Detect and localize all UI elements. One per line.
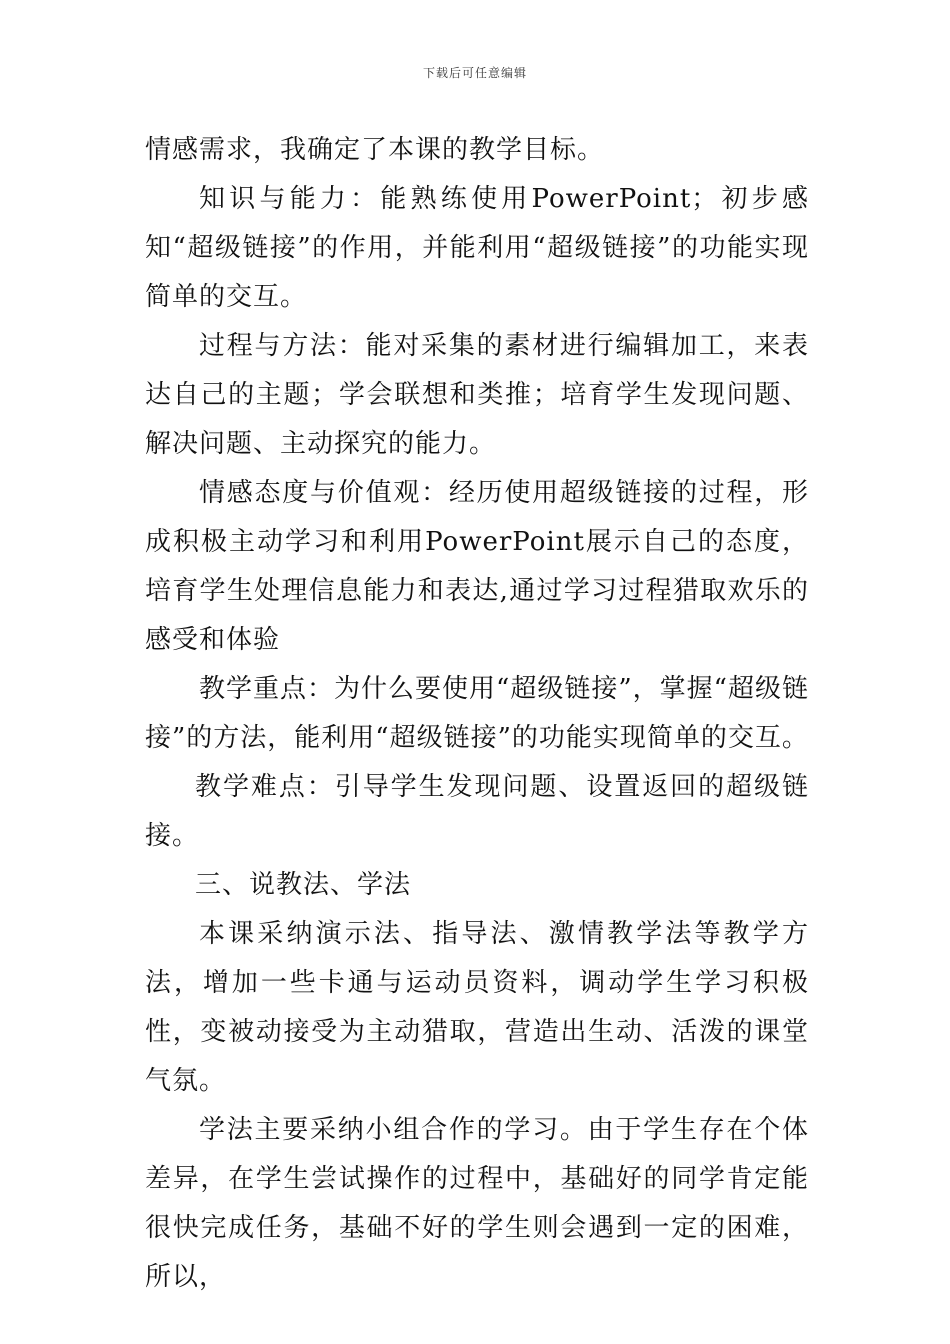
paragraph-learning-methods: 学法主要采纳小组合作的学习。由于学生存在个体差异，在学生尝试操作的过程中，基础好的同学肯定能很快完成任务，基础不好的学生则会遇到一定的困难，所以， [145, 1115, 809, 1292]
paragraph-teaching-difficulty: 教学难点：引导学生发现问题、设置返回的超级链接。 [145, 772, 809, 851]
paragraph-teaching-methods: 本课采纳演示法、指导法、激情教学法等教学方法，增加一些卡通与运动员资料，调动学生学习积极性，变被动接受为主动猎取，营造出生动、活泼的课堂气氛。 [145, 919, 809, 1096]
section-heading-teaching-methods: 三、说教法、学法 [195, 870, 412, 900]
paragraph-emotion-attitude: 情感态度与价值观：经历使用超级链接的过程，形成积极主动学习和利用PowerPoint展示自己的态度，培育学生处理信息能力和表达,通过学习过程猎取欢乐的感受和体验 [145, 478, 809, 655]
document-body [145, 126, 809, 1302]
paragraph-teaching-focus: 教学重点：为什么要使用“超级链接”，掌握“超级链接”的方法，能利用“超级链接”的功能实现简单的交互。 [145, 674, 809, 753]
paragraph-process-method: 过程与方法：能对采集的素材进行编辑加工，来表达自己的主题；学会联想和类推；培育学生发现问题、解决问题、主动探究的能力。 [145, 331, 809, 459]
page-header: 下载后可任意编辑 [422, 66, 527, 80]
paragraph-continuation: 情感需求，我确定了本课的教学目标。 [145, 135, 605, 165]
paragraph-knowledge-ability: 知识与能力：能熟练使用PowerPoint；初步感知“超级链接”的作用，并能利用“超级链接”的功能实现简单的交互。 [145, 184, 809, 312]
